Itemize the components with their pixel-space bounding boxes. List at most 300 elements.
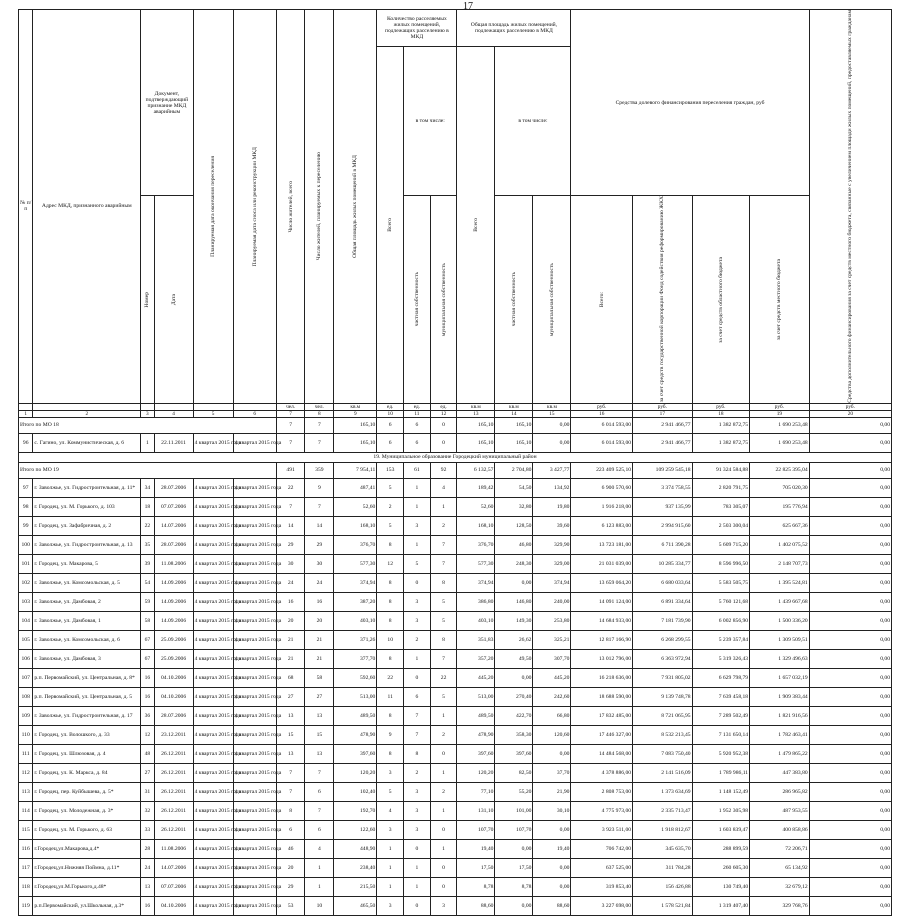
row-cell: 25.09.2006 xyxy=(154,630,193,649)
total-cell: 91 324 584,88 xyxy=(692,462,750,478)
row-cell: 4 квартал 2015 года xyxy=(233,535,276,554)
row-cell: 8 xyxy=(377,744,404,763)
row-cell: 14 xyxy=(276,516,305,535)
row-cell: 24 xyxy=(276,573,305,592)
total-cell: 6 132,57 xyxy=(457,462,495,478)
row-cell: 311 784,28 xyxy=(633,858,693,877)
row-cell: 4 квартал 2015 года xyxy=(233,896,276,915)
row-cell: 0,00 xyxy=(809,763,891,782)
row-cell: 165,10 xyxy=(457,433,495,452)
row-cell: 7 xyxy=(404,725,431,744)
row-cell: 4 квартал 2015 года xyxy=(233,630,276,649)
header-doc-number: Номер xyxy=(141,196,154,403)
unit-cell xyxy=(233,403,276,410)
row-cell: 286 965,82 xyxy=(750,782,810,801)
row-cell: 6 891 334,64 xyxy=(633,592,693,611)
row-cell: 195 776,94 xyxy=(750,497,810,516)
row-cell: 8,78 xyxy=(495,877,533,896)
column-index-cell: 7 xyxy=(276,410,305,417)
row-cell: 0,00 xyxy=(809,478,891,497)
row-cell: 8 xyxy=(377,611,404,630)
row-cell: 16 218 636,00 xyxy=(571,668,633,687)
row-cell: 189,42 xyxy=(457,478,495,497)
row-cell: 1 319 407,40 xyxy=(692,896,750,915)
row-cell: 32 679,12 xyxy=(750,877,810,896)
column-index-cell: 20 xyxy=(809,410,891,417)
total-cell: 109 259 545,18 xyxy=(633,462,693,478)
row-cell: 29 xyxy=(276,535,305,554)
row-number: 114 xyxy=(19,801,33,820)
row-cell: 55,20 xyxy=(495,782,533,801)
row-cell: 28 xyxy=(141,839,154,858)
row-cell: 4 квартал 2015 года xyxy=(193,516,233,535)
row-cell: 1 xyxy=(404,877,431,896)
row-cell: 21,90 xyxy=(533,782,571,801)
row-cell: 0,00 xyxy=(809,433,891,452)
row-cell: 1 xyxy=(305,877,334,896)
row-cell: 0,00 xyxy=(809,801,891,820)
row-cell: 122,60 xyxy=(334,820,377,839)
row-cell: 5 239 357,84 xyxy=(692,630,750,649)
total-row xyxy=(19,417,892,433)
row-cell: 6 xyxy=(305,820,334,839)
row-cell: 1 500 336,20 xyxy=(750,611,810,630)
total-cell: 7 xyxy=(276,417,305,433)
header-doc-date: Дата xyxy=(154,196,193,403)
row-cell: 3 xyxy=(404,592,431,611)
row-cell: 4 квартал 2015 года xyxy=(193,801,233,820)
row-cell: 8 xyxy=(276,801,305,820)
header-area-private: частная собственность xyxy=(495,196,533,403)
row-cell: 0,00 xyxy=(809,592,891,611)
row-cell: 577,30 xyxy=(457,554,495,573)
row-cell: 32 xyxy=(141,801,154,820)
row-cell: 4 квартал 2015 года xyxy=(193,630,233,649)
row-number: 99 xyxy=(19,516,33,535)
row-cell: 0 xyxy=(430,433,457,452)
row-cell: 59 xyxy=(141,592,154,611)
row-cell: 21 xyxy=(305,630,334,649)
row-cell: 270,40 xyxy=(495,687,533,706)
row-cell: 5 xyxy=(377,782,404,801)
row-cell: 22 xyxy=(276,478,305,497)
row-cell: 12 xyxy=(377,554,404,573)
row-cell: 387,20 xyxy=(334,592,377,611)
row-cell: 22 xyxy=(377,668,404,687)
row-cell: 329 768,76 xyxy=(750,896,810,915)
row-cell: 15 xyxy=(276,725,305,744)
row-cell: 8,78 xyxy=(457,877,495,896)
row-cell: 4 квартал 2015 года xyxy=(233,706,276,725)
section-title: 19. Муниципальное образование Городецкий муниципальный район xyxy=(19,452,892,462)
row-cell: 8 596 996,50 xyxy=(692,554,750,573)
row-cell: 26,62 xyxy=(495,630,533,649)
header-funds-fund: за счет средств государственной корпорации Фонд содействия реформированию ЖКХ xyxy=(633,196,693,403)
row-cell: 3 xyxy=(404,820,431,839)
row-cell: 465,50 xyxy=(334,896,377,915)
unit-cell: руб. xyxy=(692,403,750,410)
column-index-cell: 1 xyxy=(19,410,33,417)
table-row xyxy=(19,554,892,573)
row-number: 101 xyxy=(19,554,33,573)
column-index-cell: 11 xyxy=(404,410,431,417)
row-cell: 04.10.2006 xyxy=(154,668,193,687)
row-cell: 8 xyxy=(430,573,457,592)
row-cell: 6 xyxy=(377,433,404,452)
row-cell: 2 xyxy=(430,516,457,535)
total-cell: 6 xyxy=(404,417,431,433)
row-cell: 6 xyxy=(404,687,431,706)
row-number: 115 xyxy=(19,820,33,839)
row-cell: 1 395 524,81 xyxy=(750,573,810,592)
row-address: г. Заволжье, ул. Дамбовая, 3 xyxy=(33,649,141,668)
table-row xyxy=(19,725,892,744)
row-cell: 4 квартал 2015 года xyxy=(233,668,276,687)
header-doc: Документ, подтверждающий признание МКД аварийным xyxy=(141,10,193,196)
row-cell: 4 квартал 2015 года xyxy=(233,478,276,497)
row-cell: 1 479 865,22 xyxy=(750,744,810,763)
row-address: г.Городец,ул.Макарова,д.4* xyxy=(33,839,141,858)
row-cell: 3 xyxy=(404,611,431,630)
row-cell: 403,10 xyxy=(334,611,377,630)
row-cell: 3 xyxy=(377,820,404,839)
row-cell: 4 квартал 2015 года xyxy=(193,725,233,744)
row-number: 118 xyxy=(19,877,33,896)
row-cell: 7 xyxy=(305,763,334,782)
row-cell: 30 xyxy=(305,554,334,573)
row-cell: 120,60 xyxy=(533,725,571,744)
table-row xyxy=(19,877,892,896)
row-number: 112 xyxy=(19,763,33,782)
row-cell: 72 206,71 xyxy=(750,839,810,858)
row-cell: 4 775 973,00 xyxy=(571,801,633,820)
row-cell: 0,00 xyxy=(533,858,571,877)
header-rooms-municipal: муниципальная собственность xyxy=(430,196,457,403)
row-cell: 0,00 xyxy=(809,782,891,801)
row-cell: 0,00 xyxy=(809,877,891,896)
row-cell: 447 383,80 xyxy=(750,763,810,782)
header-planned-resettle: Планируемая дата окончания переселения xyxy=(193,10,233,404)
row-cell: 3 xyxy=(404,782,431,801)
row-cell: 26.12.2011 xyxy=(154,820,193,839)
row-cell: 1 603 839,47 xyxy=(692,820,750,839)
row-number: 102 xyxy=(19,573,33,592)
row-cell: 1 916 218,00 xyxy=(571,497,633,516)
row-cell: 54,50 xyxy=(495,478,533,497)
row-cell: 1 148 152,49 xyxy=(692,782,750,801)
unit-cell: чел. xyxy=(305,403,334,410)
row-cell: 37,70 xyxy=(533,763,571,782)
row-cell: 1 xyxy=(377,877,404,896)
row-cell: 577,30 xyxy=(334,554,377,573)
row-cell: 0,00 xyxy=(809,706,891,725)
row-cell: 13 xyxy=(276,706,305,725)
row-address: р.п. Первомайский, ул. Центральная, д. 5 xyxy=(33,687,141,706)
row-cell: 325,21 xyxy=(533,630,571,649)
row-cell: 238,40 xyxy=(334,858,377,877)
row-cell: 374,94 xyxy=(533,573,571,592)
row-cell: 7 xyxy=(430,554,457,573)
row-cell: 67 xyxy=(141,649,154,668)
row-cell: 21 031 039,00 xyxy=(571,554,633,573)
row-address: г. Заволжье, ул. Гидростроительная, д. 17 xyxy=(33,706,141,725)
row-number: 103 xyxy=(19,592,33,611)
unit-cell xyxy=(33,403,141,410)
row-cell: 0,00 xyxy=(533,744,571,763)
row-cell: 319 853,40 xyxy=(571,877,633,896)
row-cell: 101,00 xyxy=(495,801,533,820)
row-cell: 16 xyxy=(305,592,334,611)
unit-cell: кв.м xyxy=(495,403,533,410)
row-cell: 28.07.2006 xyxy=(154,478,193,497)
row-cell: 58 xyxy=(141,611,154,630)
row-number: 109 xyxy=(19,706,33,725)
row-number: 97 xyxy=(19,478,33,497)
row-cell: 6 014 593,00 xyxy=(571,433,633,452)
unit-cell xyxy=(19,403,33,410)
column-index-cell: 12 xyxy=(430,410,457,417)
row-cell: 13 xyxy=(305,744,334,763)
row-address: г. Городец, ул. Волошкого, д. 33 xyxy=(33,725,141,744)
row-cell: 5 319 326,43 xyxy=(692,649,750,668)
row-number: 107 xyxy=(19,668,33,687)
row-cell: 27 xyxy=(141,763,154,782)
row-cell: 26.12.2011 xyxy=(154,763,193,782)
row-cell: 102,40 xyxy=(334,782,377,801)
row-cell: 16 xyxy=(141,896,154,915)
row-cell: 2 xyxy=(404,763,431,782)
row-cell: 4 квартал 2015 года xyxy=(233,858,276,877)
row-cell: 7 xyxy=(404,706,431,725)
table-row xyxy=(19,744,892,763)
column-index-cell: 4 xyxy=(154,410,193,417)
row-cell: 4 квартал 2015 года xyxy=(233,801,276,820)
row-address: г. Городец, ул. Молодежная, д. 3* xyxy=(33,801,141,820)
row-cell: 28.07.2006 xyxy=(154,706,193,725)
header-planned-demolish: Планируемая дата сноса или реконструкции МКД xyxy=(233,10,276,404)
row-cell: 4 квартал 2015 года xyxy=(193,820,233,839)
row-cell: 397,60 xyxy=(334,744,377,763)
unit-cell: руб. xyxy=(809,403,891,410)
column-index-row xyxy=(19,410,892,417)
row-cell: 9 xyxy=(377,725,404,744)
row-cell: 4 квартал 2015 года xyxy=(233,839,276,858)
row-cell: 26.12.2011 xyxy=(154,801,193,820)
row-cell: 513,00 xyxy=(457,687,495,706)
row-cell: 4 квартал 2015 года xyxy=(193,706,233,725)
row-cell: 329,00 xyxy=(533,554,571,573)
row-cell: 8 xyxy=(377,535,404,554)
row-cell: 17 446 327,00 xyxy=(571,725,633,744)
row-cell: 4 квартал 2015 года xyxy=(233,592,276,611)
row-cell: 1 782 463,41 xyxy=(750,725,810,744)
row-number: 96 xyxy=(19,433,33,452)
table-row xyxy=(19,782,892,801)
row-address: г.Городец,ул.Нижняя Поймна, д.11* xyxy=(33,858,141,877)
total-cell: 0 xyxy=(430,417,457,433)
row-cell: 0,00 xyxy=(809,687,891,706)
row-cell: 0,00 xyxy=(809,744,891,763)
row-cell: 1 952 305,98 xyxy=(692,801,750,820)
row-cell: 77,10 xyxy=(457,782,495,801)
row-number: 117 xyxy=(19,858,33,877)
row-cell: 49,50 xyxy=(495,649,533,668)
row-cell: 1 657 032,19 xyxy=(750,668,810,687)
row-cell: 46 xyxy=(276,839,305,858)
row-address: р.п. Первомайский, ул. Центральная, д. 8* xyxy=(33,668,141,687)
row-cell: 39 xyxy=(141,554,154,573)
row-cell: 156 426,88 xyxy=(633,877,693,896)
row-cell: 3 xyxy=(404,801,431,820)
row-cell: 445,20 xyxy=(533,668,571,687)
row-cell: 4 квартал 2015 года xyxy=(233,763,276,782)
row-cell: 1 xyxy=(404,535,431,554)
row-cell: 0 xyxy=(404,668,431,687)
row-cell: 18 688 590,00 xyxy=(571,687,633,706)
row-cell: 13 xyxy=(305,706,334,725)
row-cell: 6 629 798,79 xyxy=(692,668,750,687)
row-cell: 4 квартал 2015 года xyxy=(193,497,233,516)
table-row xyxy=(19,433,892,452)
row-cell: 0,00 xyxy=(495,839,533,858)
row-cell: 4 квартал 2015 года xyxy=(233,744,276,763)
row-cell: 0,00 xyxy=(809,497,891,516)
row-cell: 8 xyxy=(404,744,431,763)
row-cell: 5 760 121,68 xyxy=(692,592,750,611)
row-cell: 3 374 758,55 xyxy=(633,478,693,497)
row-cell: 2 941 466,77 xyxy=(633,433,693,452)
row-cell: 240,00 xyxy=(533,592,571,611)
row-cell: 4 квартал 2015 года xyxy=(233,687,276,706)
row-cell: 705 020,30 xyxy=(750,478,810,497)
row-cell: 5 583 505,75 xyxy=(692,573,750,592)
row-address: с. Гагино, ул. Коммунистическая, д. 6 xyxy=(33,433,141,452)
row-cell: 5 xyxy=(404,554,431,573)
header-funds-local: за счет средств местного бюджета xyxy=(750,196,810,403)
row-cell: 489,50 xyxy=(457,706,495,725)
row-cell: 7 289 502,49 xyxy=(692,706,750,725)
row-cell: 13 xyxy=(276,744,305,763)
total-cell: 0,00 xyxy=(809,417,891,433)
table-row xyxy=(19,801,892,820)
row-cell: 4 квартал 2015 года xyxy=(193,877,233,896)
unit-cell: ед. xyxy=(404,403,431,410)
column-index-cell: 14 xyxy=(495,410,533,417)
total-cell: 61 xyxy=(404,462,431,478)
row-cell: 107,70 xyxy=(457,820,495,839)
row-cell: 351,83 xyxy=(457,630,495,649)
row-cell: 3 227 698,00 xyxy=(571,896,633,915)
row-cell: 0,00 xyxy=(809,516,891,535)
row-cell: 16 xyxy=(276,592,305,611)
column-index-cell: 18 xyxy=(692,410,750,417)
row-cell: 374,94 xyxy=(334,573,377,592)
row-address: г. Городец, пер. Куйбышева, д. 5* xyxy=(33,782,141,801)
row-cell: 0,00 xyxy=(809,630,891,649)
row-cell: 6 900 570,60 xyxy=(571,478,633,497)
row-cell: 7 639 458,18 xyxy=(692,687,750,706)
row-cell: 21 xyxy=(276,649,305,668)
row-cell: 1 402 075,52 xyxy=(750,535,810,554)
row-cell: 4 квартал 2015 года xyxy=(233,573,276,592)
row-cell: 2 xyxy=(377,497,404,516)
row-cell: 329,90 xyxy=(533,535,571,554)
row-cell: 3 xyxy=(377,896,404,915)
total-cell: 1 382 872,75 xyxy=(692,417,750,433)
row-cell: 3 xyxy=(430,896,457,915)
row-cell: 2 xyxy=(430,725,457,744)
row-cell: 0 xyxy=(430,877,457,896)
row-cell: 1 xyxy=(141,433,154,452)
row-cell: 68 xyxy=(276,668,305,687)
row-cell: 7 xyxy=(276,782,305,801)
row-cell: 400 858,86 xyxy=(750,820,810,839)
row-cell: 4 xyxy=(377,801,404,820)
row-cell: 1 309 509,51 xyxy=(750,630,810,649)
header-total-area: Общая площадь жилых помещений в МКД xyxy=(334,10,377,404)
total-cell: 165,10 xyxy=(334,417,377,433)
units-row xyxy=(19,403,892,410)
row-cell: 1 xyxy=(305,858,334,877)
row-cell: 4 квартал 2015 года xyxy=(233,877,276,896)
table-row xyxy=(19,763,892,782)
total-cell: 7 954,11 xyxy=(334,462,377,478)
row-number: 110 xyxy=(19,725,33,744)
row-cell: 2 335 713,47 xyxy=(633,801,693,820)
row-cell: 128,50 xyxy=(495,516,533,535)
header-area-including: в том числе: xyxy=(495,47,571,196)
row-cell: 4 квартал 2015 года xyxy=(193,478,233,497)
row-cell: 14.09.2006 xyxy=(154,592,193,611)
row-cell: 4 квартал 2015 года xyxy=(233,516,276,535)
page-number: 17 xyxy=(463,1,473,12)
row-cell: 376,70 xyxy=(457,535,495,554)
row-cell: 29 xyxy=(276,877,305,896)
total-cell: 22 825 395,04 xyxy=(750,462,810,478)
row-cell: 8 xyxy=(377,592,404,611)
row-cell: 2 xyxy=(404,630,431,649)
row-cell: 1 xyxy=(404,497,431,516)
row-cell: 10 xyxy=(377,630,404,649)
row-cell: 5 xyxy=(430,592,457,611)
column-index-cell: 10 xyxy=(377,410,404,417)
row-cell: 2 820 791,75 xyxy=(692,478,750,497)
row-cell: 30 xyxy=(276,554,305,573)
row-cell: 1 329 496,63 xyxy=(750,649,810,668)
row-cell: 120,20 xyxy=(334,763,377,782)
table-body xyxy=(19,417,892,915)
row-cell: 192,70 xyxy=(334,801,377,820)
row-cell: 0,00 xyxy=(809,896,891,915)
row-cell: 58 xyxy=(305,668,334,687)
total-label: Итого по МО 18 xyxy=(19,417,277,433)
column-index-cell: 17 xyxy=(633,410,693,417)
row-cell: 12 xyxy=(141,725,154,744)
row-cell: 4 квартал 2015 года xyxy=(193,687,233,706)
row-cell: 1 578 521,84 xyxy=(633,896,693,915)
row-cell: 149,30 xyxy=(495,611,533,630)
column-index-cell: 9 xyxy=(334,410,377,417)
row-cell: 260 605,30 xyxy=(692,858,750,877)
total-label: Итого по МО 19 xyxy=(19,462,277,478)
row-cell: 2 808 753,00 xyxy=(571,782,633,801)
row-address: г.Городец,ул.М.Горького,д.48* xyxy=(33,877,141,896)
table-row xyxy=(19,535,892,554)
row-cell: 14 xyxy=(305,516,334,535)
row-cell: 422,70 xyxy=(495,706,533,725)
row-cell: 706 742,00 xyxy=(571,839,633,858)
total-cell: 223 409 525,10 xyxy=(571,462,633,478)
